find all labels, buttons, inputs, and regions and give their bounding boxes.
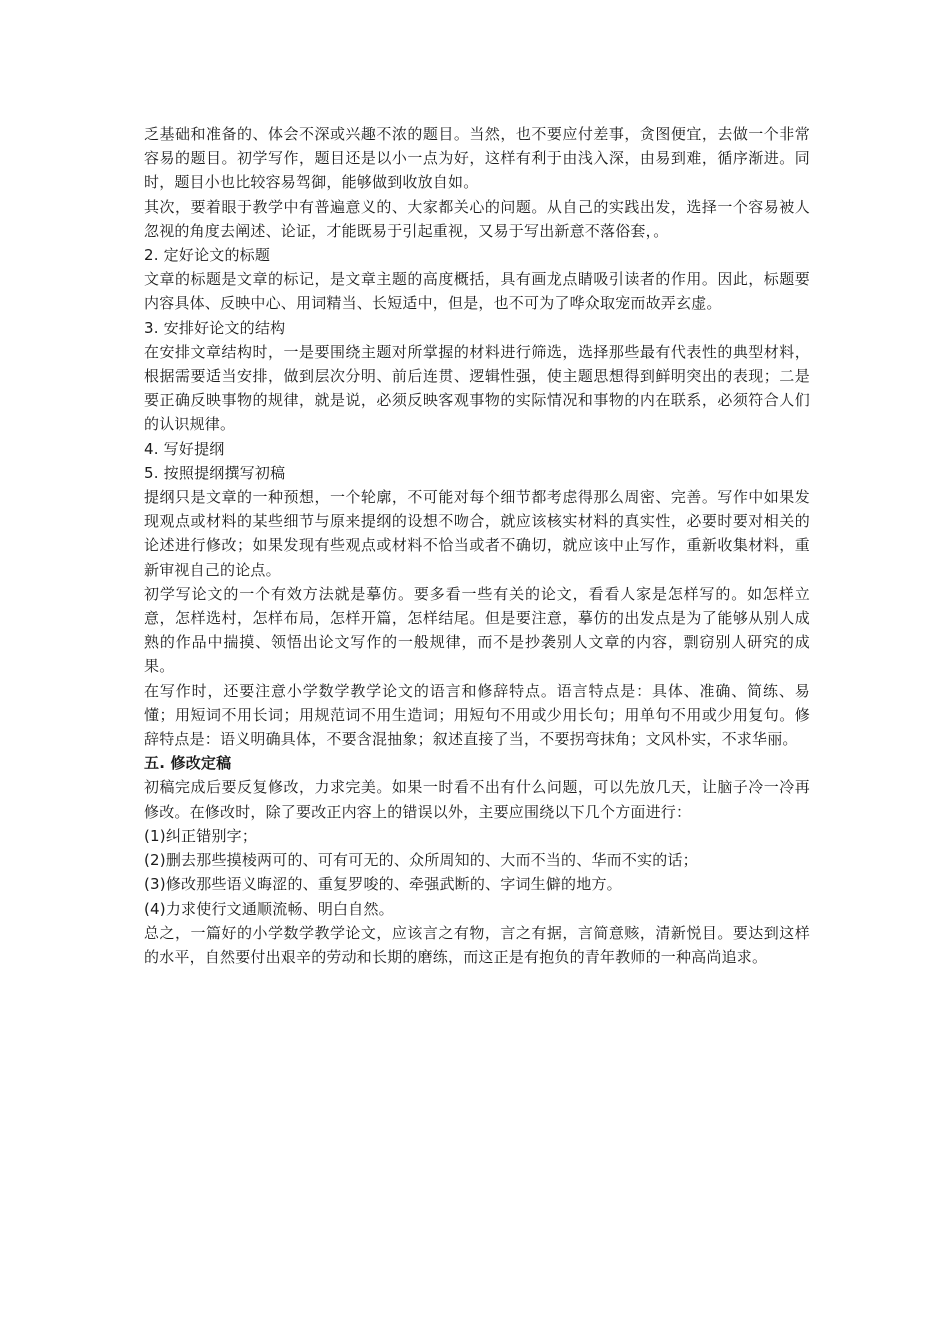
paragraph-outline-preview: 提纲只是文章的一种预想，一个轮廓，不可能对每个细节都考虑得那么周密、完善。写作中如果发现观点或材料的某些细节与原来提纲的设想不吻合，就应该核实材料的真实性，必要时要对相关的论述进行修改；如果发现有些观点或材料不恰当或者不确切，就应该中止写作，重新收集材料，重新审视自己的论点。 — [144, 488, 810, 579]
paragraph-focus-common-issues: 其次，要着眼于教学中有普遍意义的、大家都关心的问题。从自己的实践出发，选择一个容易被人忽视的角度去阐述、论证，才能既易于引起重视，又易于写出新意不落俗套，。 — [144, 197, 810, 240]
document-body — [144, 122, 810, 969]
list-item-revision-1: (1)纠正错别字； — [144, 826, 258, 845]
heading-revision: 五. 修改定稿 — [144, 754, 232, 773]
paragraph-revision-intro: 初稿完成后要反复修改，力求完美。如果一时看不出有什么问题，可以先放几天，让脑子冷一冷再修改。在修改时，除了要改正内容上的错误以外，主要应围绕以下几个方面进行： — [144, 778, 810, 821]
paragraph-imitation: 初学写论文的一个有效方法就是摹仿。要多看一些有关的论文，看看人家是怎样写的。如怎样立意，怎样选村，怎样布局，怎样开篇，怎样结尾。但是要注意，摹仿的出发点是为了能够从别人成熟的作品中揣摸、领悟出论文写作的一般规律，而不是抄袭别人文章的内容，剽窃别人研究的成果。 — [144, 584, 810, 676]
heading-outline: 4. 写好提纲 — [144, 439, 225, 458]
paragraph-structure: 在安排文章结构时，一是要围绕主题对所掌握的材料进行筛选，选择那些最有代表性的典型材料，根据需要适当安排，做到层次分明、前后连贯、逻辑性强，使主题思想得到鲜明突出的表现；二是要正确反映事物的规律，就是说，必须反映客观事物的实际情况和事物的内在联系，必须符合人们的认识规律。 — [144, 342, 810, 434]
list-item-revision-4: (4)力求使行文通顺流畅、明白自然。 — [144, 899, 394, 918]
paragraph-title-role: 文章的标题是文章的标记，是文章主题的高度概括，具有画龙点睛吸引读者的作用。因此，标题要内容具体、反映中心、用词精当、长短适中，但是，也不可为了哗众取宠而故弄玄虚。 — [144, 270, 810, 313]
list-item-revision-3: (3)修改那些语义晦涩的、重复罗唆的、牵强武断的、字词生僻的地方。 — [144, 875, 622, 894]
paragraph-language-style: 在写作时，还要注意小学数学教学论文的语言和修辞特点。语言特点是：具体、准确、简练、易懂；用短词不用长词；用规范词不用生造词；用短句不用或少用长句；用单句不用或少用复句。修辞特点是：语义明确具体，不要含混抽象；叙述直接了当，不要拐弯抹角；文风朴实，不求华丽。 — [144, 681, 810, 749]
paragraph-topic-selection: 乏基础和准备的、体会不深或兴趣不浓的题目。当然，也不要应付差事，贪图便宜，去做一个非常容易的题目。初学写作，题目还是以小一点为好，这样有利于由浅入深，由易到难，循序渐进。同时，题目小也比较容易驾御，能够做到收放自如。 — [144, 125, 810, 192]
heading-structure: 3. 安排好论文的结构 — [144, 318, 286, 337]
heading-first-draft: 5. 按照提纲撰写初稿 — [144, 463, 286, 482]
heading-define-title: 2. 定好论文的标题 — [144, 246, 271, 265]
paragraph-conclusion: 总之，一篇好的小学数学教学论文，应该言之有物，言之有据，言简意赅，清新悦目。要达到这样的水平，自然要付出艰辛的劳动和长期的磨练，而这正是有抱负的青年教师的一种高尚追求。 — [144, 923, 810, 966]
list-item-revision-2: (2)删去那些摸棱两可的、可有可无的、众所周知的、大而不当的、华而不实的话； — [144, 851, 698, 870]
